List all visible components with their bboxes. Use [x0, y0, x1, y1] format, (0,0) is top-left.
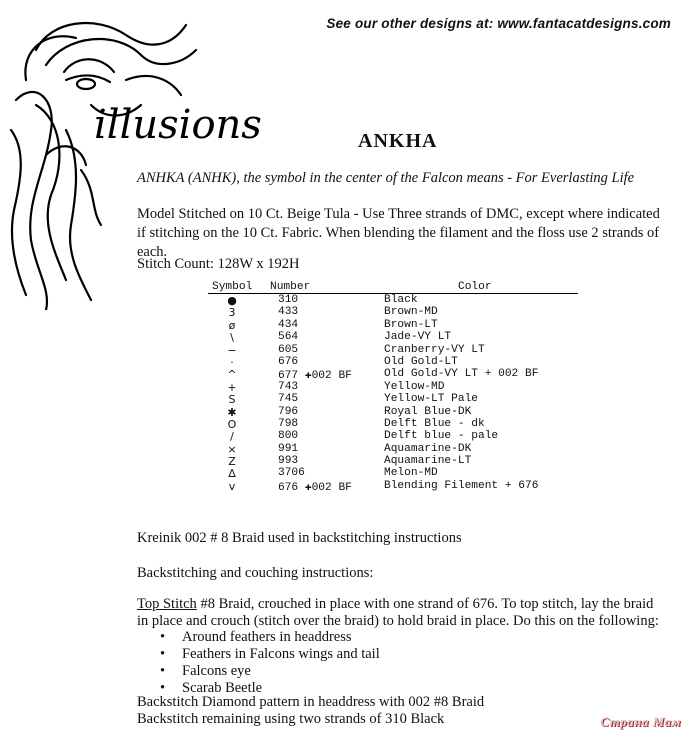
- number-cell: 310: [278, 294, 299, 306]
- table-row: [208, 344, 578, 356]
- backstitch-remaining: Backstitch remaining using two strands of 310 Black: [137, 711, 445, 727]
- color-cell: Black: [384, 294, 418, 306]
- number-cell: 800: [278, 430, 299, 443]
- color-cell: Yellow-LT Pale: [384, 393, 478, 406]
- table-rows: [208, 294, 578, 492]
- symbol-cell: ø: [228, 318, 236, 332]
- number-cell: 798: [278, 417, 299, 430]
- symbol-cell: ×: [227, 442, 237, 456]
- table-row: [208, 418, 578, 430]
- color-table: [208, 281, 578, 492]
- subtitle: ANHKA (ANHK), the symbol in the center of the Falcon means - For Everlasting Life: [137, 170, 635, 186]
- color-cell: Aquamarine-DK: [384, 442, 472, 455]
- table-row: [208, 480, 578, 492]
- table-row: [208, 368, 578, 383]
- model-paragraph: Model Stitched on 10 Ct. Beige Tula - Use Three strands of DMC, except where indicated if stitching on the 10 Ct. Fabric. When blending the filament and the floss use 2 strands of each.: [137, 206, 660, 260]
- color-cell: Blending Filement + 676: [384, 479, 539, 492]
- color-cell: Jade-VY LT: [384, 331, 452, 344]
- table-row: [208, 406, 578, 418]
- page-title: ANKHA: [358, 130, 438, 152]
- symbol-cell: −: [227, 343, 237, 357]
- color-cell: Brown-MD: [384, 306, 438, 319]
- number-cell: 564: [278, 331, 299, 344]
- number-cell: 605: [278, 343, 299, 356]
- number-cell: 3706: [278, 467, 305, 480]
- color-cell: Royal Blue-DK: [384, 405, 472, 418]
- color-cell: Cranberry-VY LT: [384, 343, 485, 356]
- top-stitch-label: Top Stitch: [137, 596, 197, 612]
- header-color: Color: [458, 281, 492, 293]
- top-stitch-paragraph: [137, 596, 667, 630]
- symbol-cell: v: [228, 479, 236, 493]
- number-cell: 676: [278, 355, 299, 368]
- symbol-cell: ✱: [227, 405, 237, 419]
- color-cell: Delft blue - pale: [384, 430, 499, 443]
- table-row: [208, 306, 578, 318]
- color-cell: Aquamarine-LT: [384, 455, 472, 468]
- number-cell: 743: [278, 380, 299, 393]
- number-cell: 745: [278, 393, 299, 406]
- color-cell: Old Gold-VY LT + 002 BF: [384, 368, 539, 381]
- symbol-cell: S: [228, 393, 236, 407]
- number-cell: 676 ✚002 BF: [278, 481, 352, 494]
- symbol-cell: ∆: [228, 467, 236, 481]
- number-cell: 433: [278, 306, 299, 319]
- table-row: [208, 393, 578, 405]
- symbol-cell: ●: [227, 294, 237, 307]
- symbol-cell: /: [230, 430, 234, 444]
- table-header: [208, 281, 578, 294]
- header-number: Number: [270, 281, 311, 293]
- number-cell: 991: [278, 442, 299, 455]
- symbol-cell: +: [227, 380, 237, 394]
- top-stitch-text: #8 Braid, crouched in place with one strand of 676. To top stitch, lay the braid in place and crouch (stitch over the braid) to hold braid in place. Do this on the following:: [137, 596, 659, 629]
- color-cell: Brown-LT: [384, 318, 438, 331]
- logo-wordmark: illusions: [94, 102, 262, 148]
- number-cell: 677 ✚002 BF: [278, 370, 352, 383]
- table-row: [208, 467, 578, 479]
- symbol-cell: ^: [227, 368, 237, 382]
- header-symbol: Symbol: [212, 281, 253, 293]
- color-cell: Melon-MD: [384, 467, 438, 480]
- backstitch-diamond: Backstitch Diamond pattern in headdress with 002 #8 Braid: [137, 694, 485, 710]
- color-cell: Old Gold-LT: [384, 355, 458, 368]
- site-link-text: See our other designs at: www.fantacatdesigns.com: [326, 16, 671, 31]
- watermark: Страна Мам: [600, 714, 681, 729]
- number-cell: 434: [278, 318, 299, 331]
- backstitch-heading: Backstitching and couching instructions:: [137, 565, 374, 581]
- table-row: [208, 455, 578, 467]
- table-row: [208, 356, 578, 368]
- kreinik-note: Kreinik 002 # 8 Braid used in backstitching instructions: [137, 530, 462, 546]
- table-row: [208, 319, 578, 331]
- table-row: [208, 443, 578, 455]
- number-cell: 796: [278, 405, 299, 418]
- list-item: • Scarab Beetle: [160, 680, 380, 697]
- symbol-cell: 3: [228, 306, 236, 320]
- table-row: [208, 294, 578, 306]
- number-cell: 993: [278, 455, 299, 468]
- list-item: • Feathers in Falcons wings and tail: [160, 646, 380, 663]
- stitch-count: Stitch Count: 128W x 192H: [137, 256, 300, 272]
- symbol-cell: Z: [228, 455, 236, 469]
- symbol-cell: ·: [230, 355, 234, 369]
- table-row: [208, 381, 578, 393]
- list-item: • Falcons eye: [160, 663, 380, 680]
- symbol-cell: \: [230, 331, 234, 345]
- table-row: [208, 331, 578, 343]
- list-item: • Around feathers in headdress: [160, 629, 380, 646]
- color-cell: Delft Blue - dk: [384, 417, 485, 430]
- symbol-cell: O: [227, 417, 237, 431]
- color-cell: Yellow-MD: [384, 380, 445, 393]
- top-stitch-list: [160, 629, 380, 697]
- table-row: [208, 430, 578, 442]
